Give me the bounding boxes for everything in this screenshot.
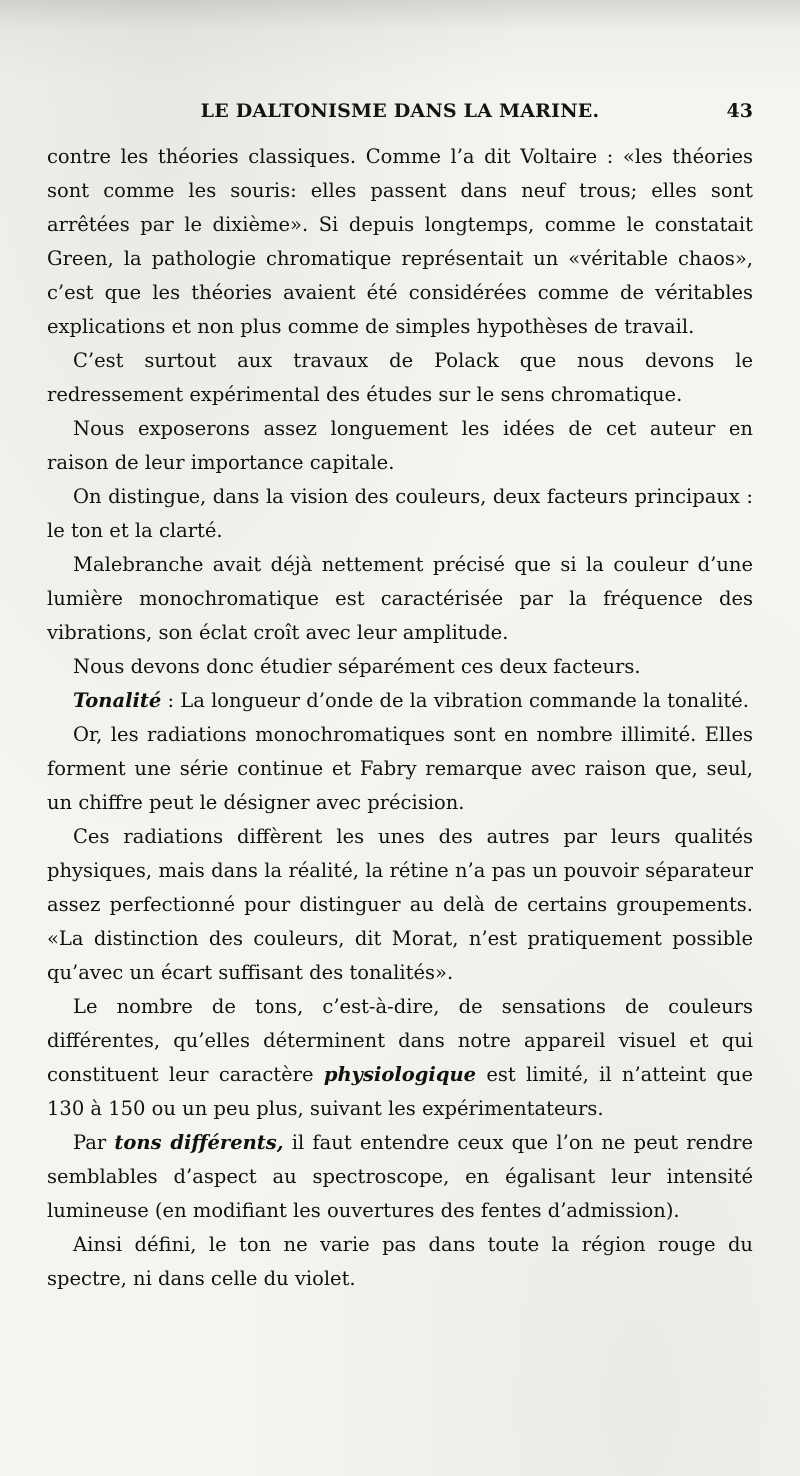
paragraph-text: C’est surtout aux travaux de Polack que nous devons le redressement expérimental des études sur le sens chromatique. <box>47 349 753 406</box>
paragraph-text: On distingue, dans la vision des couleurs, deux facteurs principaux : le ton et la clarté. <box>47 485 753 542</box>
paragraph-text: Malebranche avait déjà nettement précisé que si la couleur d’une lumière monochromatique est caractérisée par la fréquence des vibrations, son éclat croît avec leur amplitude. <box>47 553 753 644</box>
italic-term: tons différents, <box>114 1131 284 1154</box>
paragraph-text: Or, les radiations monochromatiques sont en nombre illimité. Elles forment une série continue et Fabry remarque avec raison que, seul, un chiffre peut le désigner avec précision. <box>47 723 753 814</box>
paragraph-text: il faut entendre ceux que l’on ne peut rendre semblables d’aspect au spectroscope, en égalisant leur intensité lumineuse (en modifiant les ouvertures des fentes d’admission). <box>47 1131 754 1222</box>
paragraph <box>47 1126 753 1228</box>
page-number: 43 <box>726 100 753 122</box>
page-header <box>47 100 753 132</box>
paragraph-text: Ces radiations diffèrent les unes des autres par leurs qualités physiques, mais dans la réalité, la rétine n’a pas un pouvoir séparateur assez perfectionné pour distinguer au delà de certains groupements. «La distinction des couleurs, dit Morat, n’est pratiquement possible qu’avec un écart suffisant des tonalités». <box>47 825 753 984</box>
paragraph-text: Ainsi défini, le ton ne varie pas dans toute la région rouge du spectre, ni dans celle du violet. <box>47 1233 753 1290</box>
italic-term: physiologique <box>323 1063 477 1086</box>
page-body <box>47 140 753 1296</box>
paragraph <box>47 140 753 344</box>
paragraph <box>47 718 753 820</box>
paragraph-text: Nous exposerons assez longuement les idées de cet auteur en raison de leur importance capitale. <box>47 417 753 474</box>
paragraph <box>47 820 753 990</box>
paragraph-text: est limité, il n’atteint que 130 à 150 ou un peu plus, suivant les expérimentateurs. <box>47 1063 753 1120</box>
running-head: LE DALTONISME DANS LA MARINE. <box>200 100 600 122</box>
paragraph-text: contre les théories classiques. Comme l’a dit Voltaire : «les théories sont comme les souris: elles passent dans neuf trous; elles sont arrêtées par le dixième». Si depuis longtemps, comme le constatait Green, la pathologie chromatique représentait un «véritable chaos», c’est que les théories avaient été considérées comme de véritables explications et non plus comme de simples hypothèses de travail. <box>47 145 753 338</box>
paragraph <box>47 1228 753 1296</box>
paragraph-text: Le nombre de tons, c’est-à-dire, de sensations de couleurs différentes, qu’elles déterminent dans notre appareil visuel et qui constituent leur caractère <box>47 995 753 1086</box>
italic-term: Tonalité <box>73 689 162 712</box>
paragraph <box>47 990 753 1126</box>
paragraph <box>47 344 753 412</box>
paragraph-text: Par <box>73 1131 115 1154</box>
paragraph <box>47 548 753 650</box>
paragraph <box>47 480 753 548</box>
paragraph-text: Nous devons donc étudier séparément ces deux facteurs. <box>73 655 641 678</box>
paragraph <box>47 684 753 718</box>
paragraph <box>47 650 753 684</box>
paragraph <box>47 412 753 480</box>
paragraph-text: : La longueur d’onde de la vibration commande la tonalité. <box>161 689 749 712</box>
